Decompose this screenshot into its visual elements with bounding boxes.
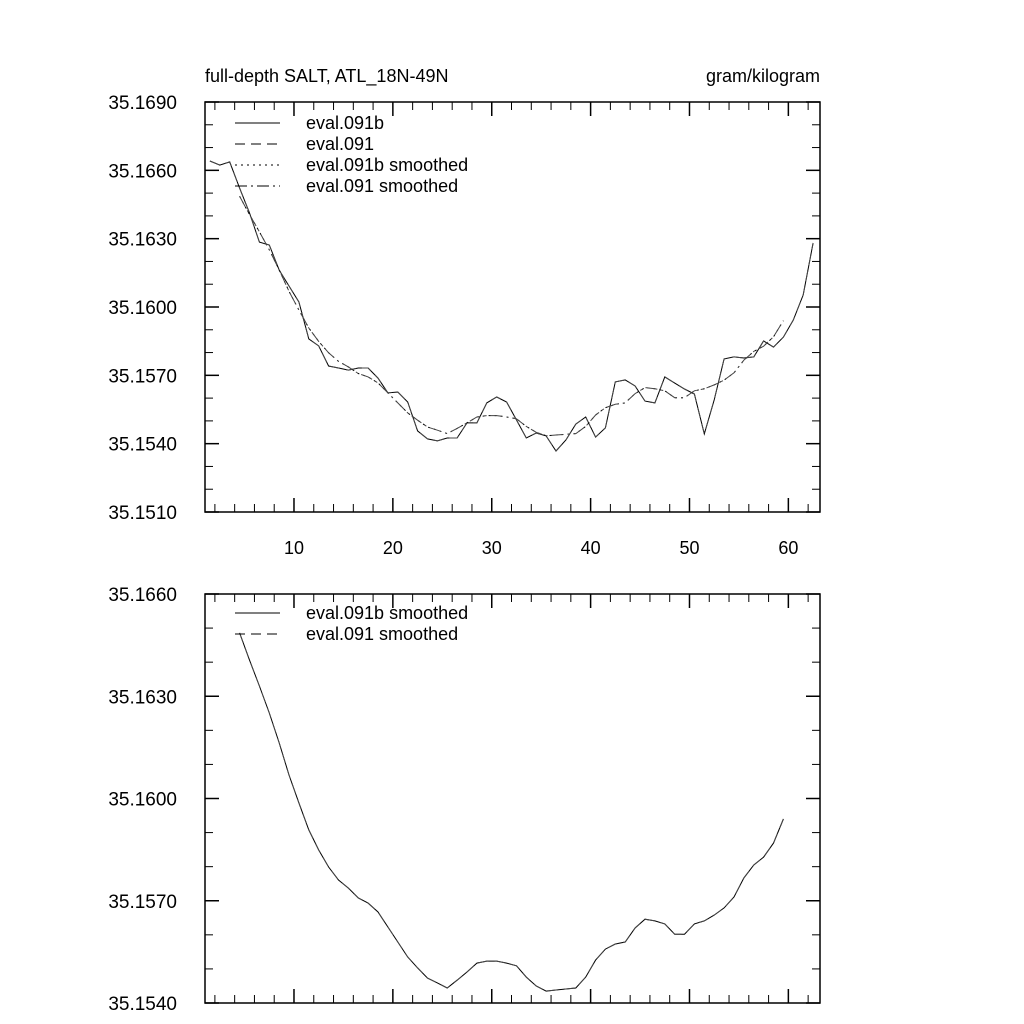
y-tick-label: 35.1570 bbox=[108, 891, 177, 913]
y-tick-label: 35.1600 bbox=[108, 789, 177, 811]
legend-label: eval.091 smoothed bbox=[306, 624, 459, 644]
y-tick-label: 35.1690 bbox=[108, 93, 177, 114]
series-line-eval-091b-smoothed bbox=[240, 633, 784, 991]
series-line-eval-091 bbox=[210, 161, 813, 451]
y-tick-label: 35.1600 bbox=[108, 298, 177, 319]
plot-frame bbox=[205, 102, 820, 512]
bottom-panel bbox=[108, 585, 820, 1015]
legend-label: eval.091b bbox=[306, 113, 385, 133]
legend-label: eval.091 bbox=[306, 134, 375, 154]
series-line-eval-091-smoothed bbox=[240, 196, 784, 435]
legend-label: eval.091b smoothed bbox=[306, 155, 469, 175]
x-tick-label: 30 bbox=[481, 538, 502, 558]
series-line-eval-091b-smoothed bbox=[240, 196, 784, 435]
x-tick-label: 50 bbox=[679, 538, 700, 558]
y-tick-label: 35.1570 bbox=[108, 366, 177, 388]
y-tick-label: 35.1630 bbox=[108, 229, 177, 251]
y-tick-label: 35.1660 bbox=[108, 585, 177, 606]
chart-title: full-depth SALT, ATL_18N-49N bbox=[205, 66, 449, 86]
y-tick-label: 35.1510 bbox=[108, 503, 177, 524]
series-line-eval-091-smoothed bbox=[240, 633, 784, 991]
x-tick-label: 20 bbox=[382, 538, 403, 558]
y-tick-label: 35.1630 bbox=[108, 687, 177, 709]
legend-label: eval.091b smoothed bbox=[306, 603, 469, 623]
y-tick-label: 35.1540 bbox=[108, 994, 177, 1015]
x-tick-label: 60 bbox=[778, 538, 799, 558]
top-panel bbox=[108, 93, 820, 558]
x-tick-label: 40 bbox=[580, 538, 601, 558]
x-tick-label: 10 bbox=[283, 538, 305, 558]
legend-label: eval.091 smoothed bbox=[306, 176, 459, 196]
units-label: gram/kilogram bbox=[705, 66, 820, 86]
y-tick-label: 35.1540 bbox=[108, 434, 177, 456]
y-tick-label: 35.1660 bbox=[108, 161, 177, 183]
